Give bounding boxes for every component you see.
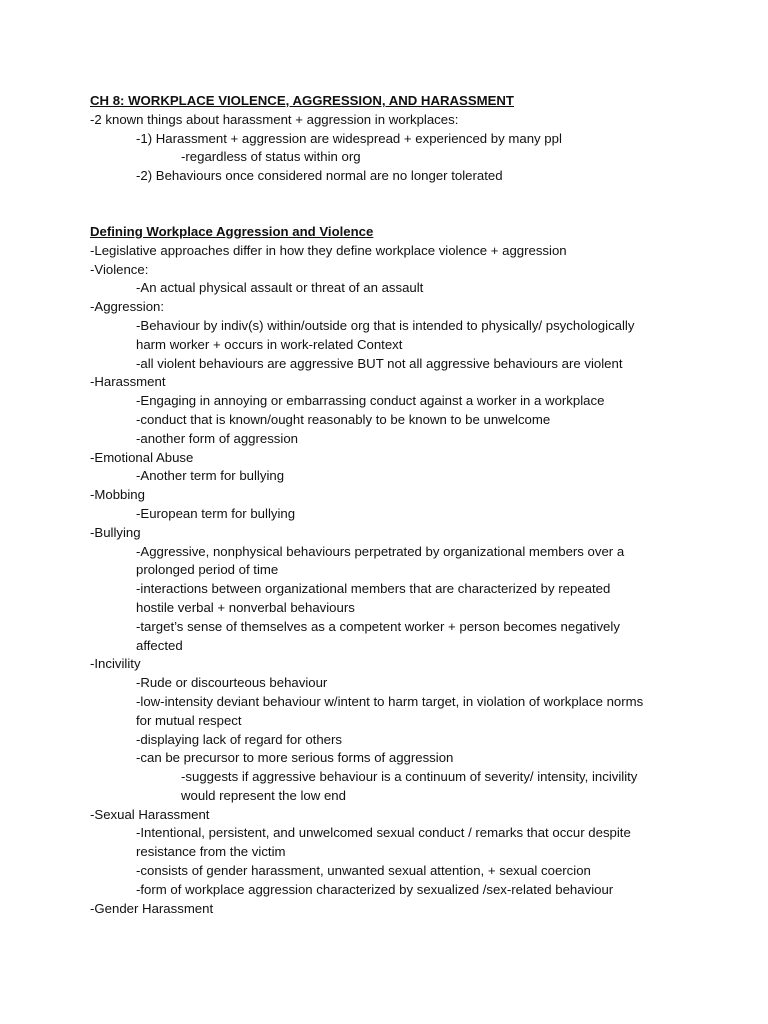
term-label: -Violence: — [90, 261, 149, 277]
text-line: -An actual physical assault or threat of an assault — [136, 280, 424, 296]
term-label: -Harassment — [90, 374, 166, 390]
text-line: for mutual respect — [136, 712, 242, 728]
text-line: -conduct that is known/ought reasonably to be known to be unwelcome — [136, 411, 551, 427]
text-line: -2) Behaviours once considered normal are no longer tolerated — [136, 168, 503, 184]
text-line: prolonged period of time — [136, 562, 279, 578]
text-line: affected — [136, 637, 183, 653]
text-line: -Legislative approaches differ in how they define workplace violence + aggression — [90, 242, 567, 258]
text-line: -displaying lack of regard for others — [136, 731, 342, 747]
text-line: -regardless of status within org — [181, 149, 361, 165]
section-heading: Defining Workplace Aggression and Violence — [90, 223, 374, 239]
text-line: -low-intensity deviant behaviour w/intent to harm target, in violation of workplace norms — [136, 693, 644, 709]
text-line: -European term for bullying — [136, 505, 296, 521]
text-line: -Aggressive, nonphysical behaviours perpetrated by organizational members over a — [136, 543, 625, 559]
text-line: -Engaging in annoying or embarrassing conduct against a worker in a workplace — [136, 393, 605, 409]
text-line: harm worker + occurs in work-related Context — [136, 336, 403, 352]
text-line: -2 known things about harassment + aggression in workplaces: — [90, 111, 459, 127]
text-line: -another form of aggression — [136, 430, 298, 446]
text-line: -Another term for bullying — [136, 468, 285, 484]
term-label: -Incivility — [90, 656, 141, 672]
chapter-title: CH 8: WORKPLACE VIOLENCE, AGGRESSION, AND HARASSMENT — [90, 93, 514, 108]
term-label: -Sexual Harassment — [90, 806, 210, 822]
text-line: -Behaviour by indiv(s) within/outside org that is intended to physically/ psychologically — [136, 317, 635, 333]
text-line: resistance from the victim — [136, 844, 286, 860]
term-label: -Emotional Abuse — [90, 449, 194, 465]
text-line: would represent the low end — [181, 787, 346, 803]
text-line: -all violent behaviours are aggressive BUT not all aggressive behaviours are violent — [136, 355, 623, 371]
text-line: hostile verbal + nonverbal behaviours — [136, 599, 355, 615]
term-label: -Bullying — [90, 524, 141, 540]
term-label: -Gender Harassment — [90, 900, 214, 916]
spacer — [90, 186, 690, 223]
text-line: -1) Harassment + aggression are widespread + experienced by many ppl — [136, 130, 562, 146]
text-line: -interactions between organizational members that are characterized by repeated — [136, 581, 611, 597]
text-line: -suggests if aggressive behaviour is a continuum of severity/ intensity, incivility — [181, 769, 638, 785]
text-line: -target’s sense of themselves as a competent worker + person becomes negatively — [136, 618, 620, 634]
text-line: -Intentional, persistent, and unwelcomed sexual conduct / remarks that occur despite — [136, 825, 631, 841]
text-line: -can be precursor to more serious forms of aggression — [136, 750, 454, 766]
text-line: -consists of gender harassment, unwanted sexual attention, + sexual coercion — [136, 863, 591, 879]
term-label: -Mobbing — [90, 487, 145, 503]
term-label: -Aggression: — [90, 299, 165, 315]
text-line: -form of workplace aggression characterized by sexualized /sex-related behaviour — [136, 881, 614, 897]
document-body — [90, 92, 690, 918]
text-line: -Rude or discourteous behaviour — [136, 675, 328, 691]
